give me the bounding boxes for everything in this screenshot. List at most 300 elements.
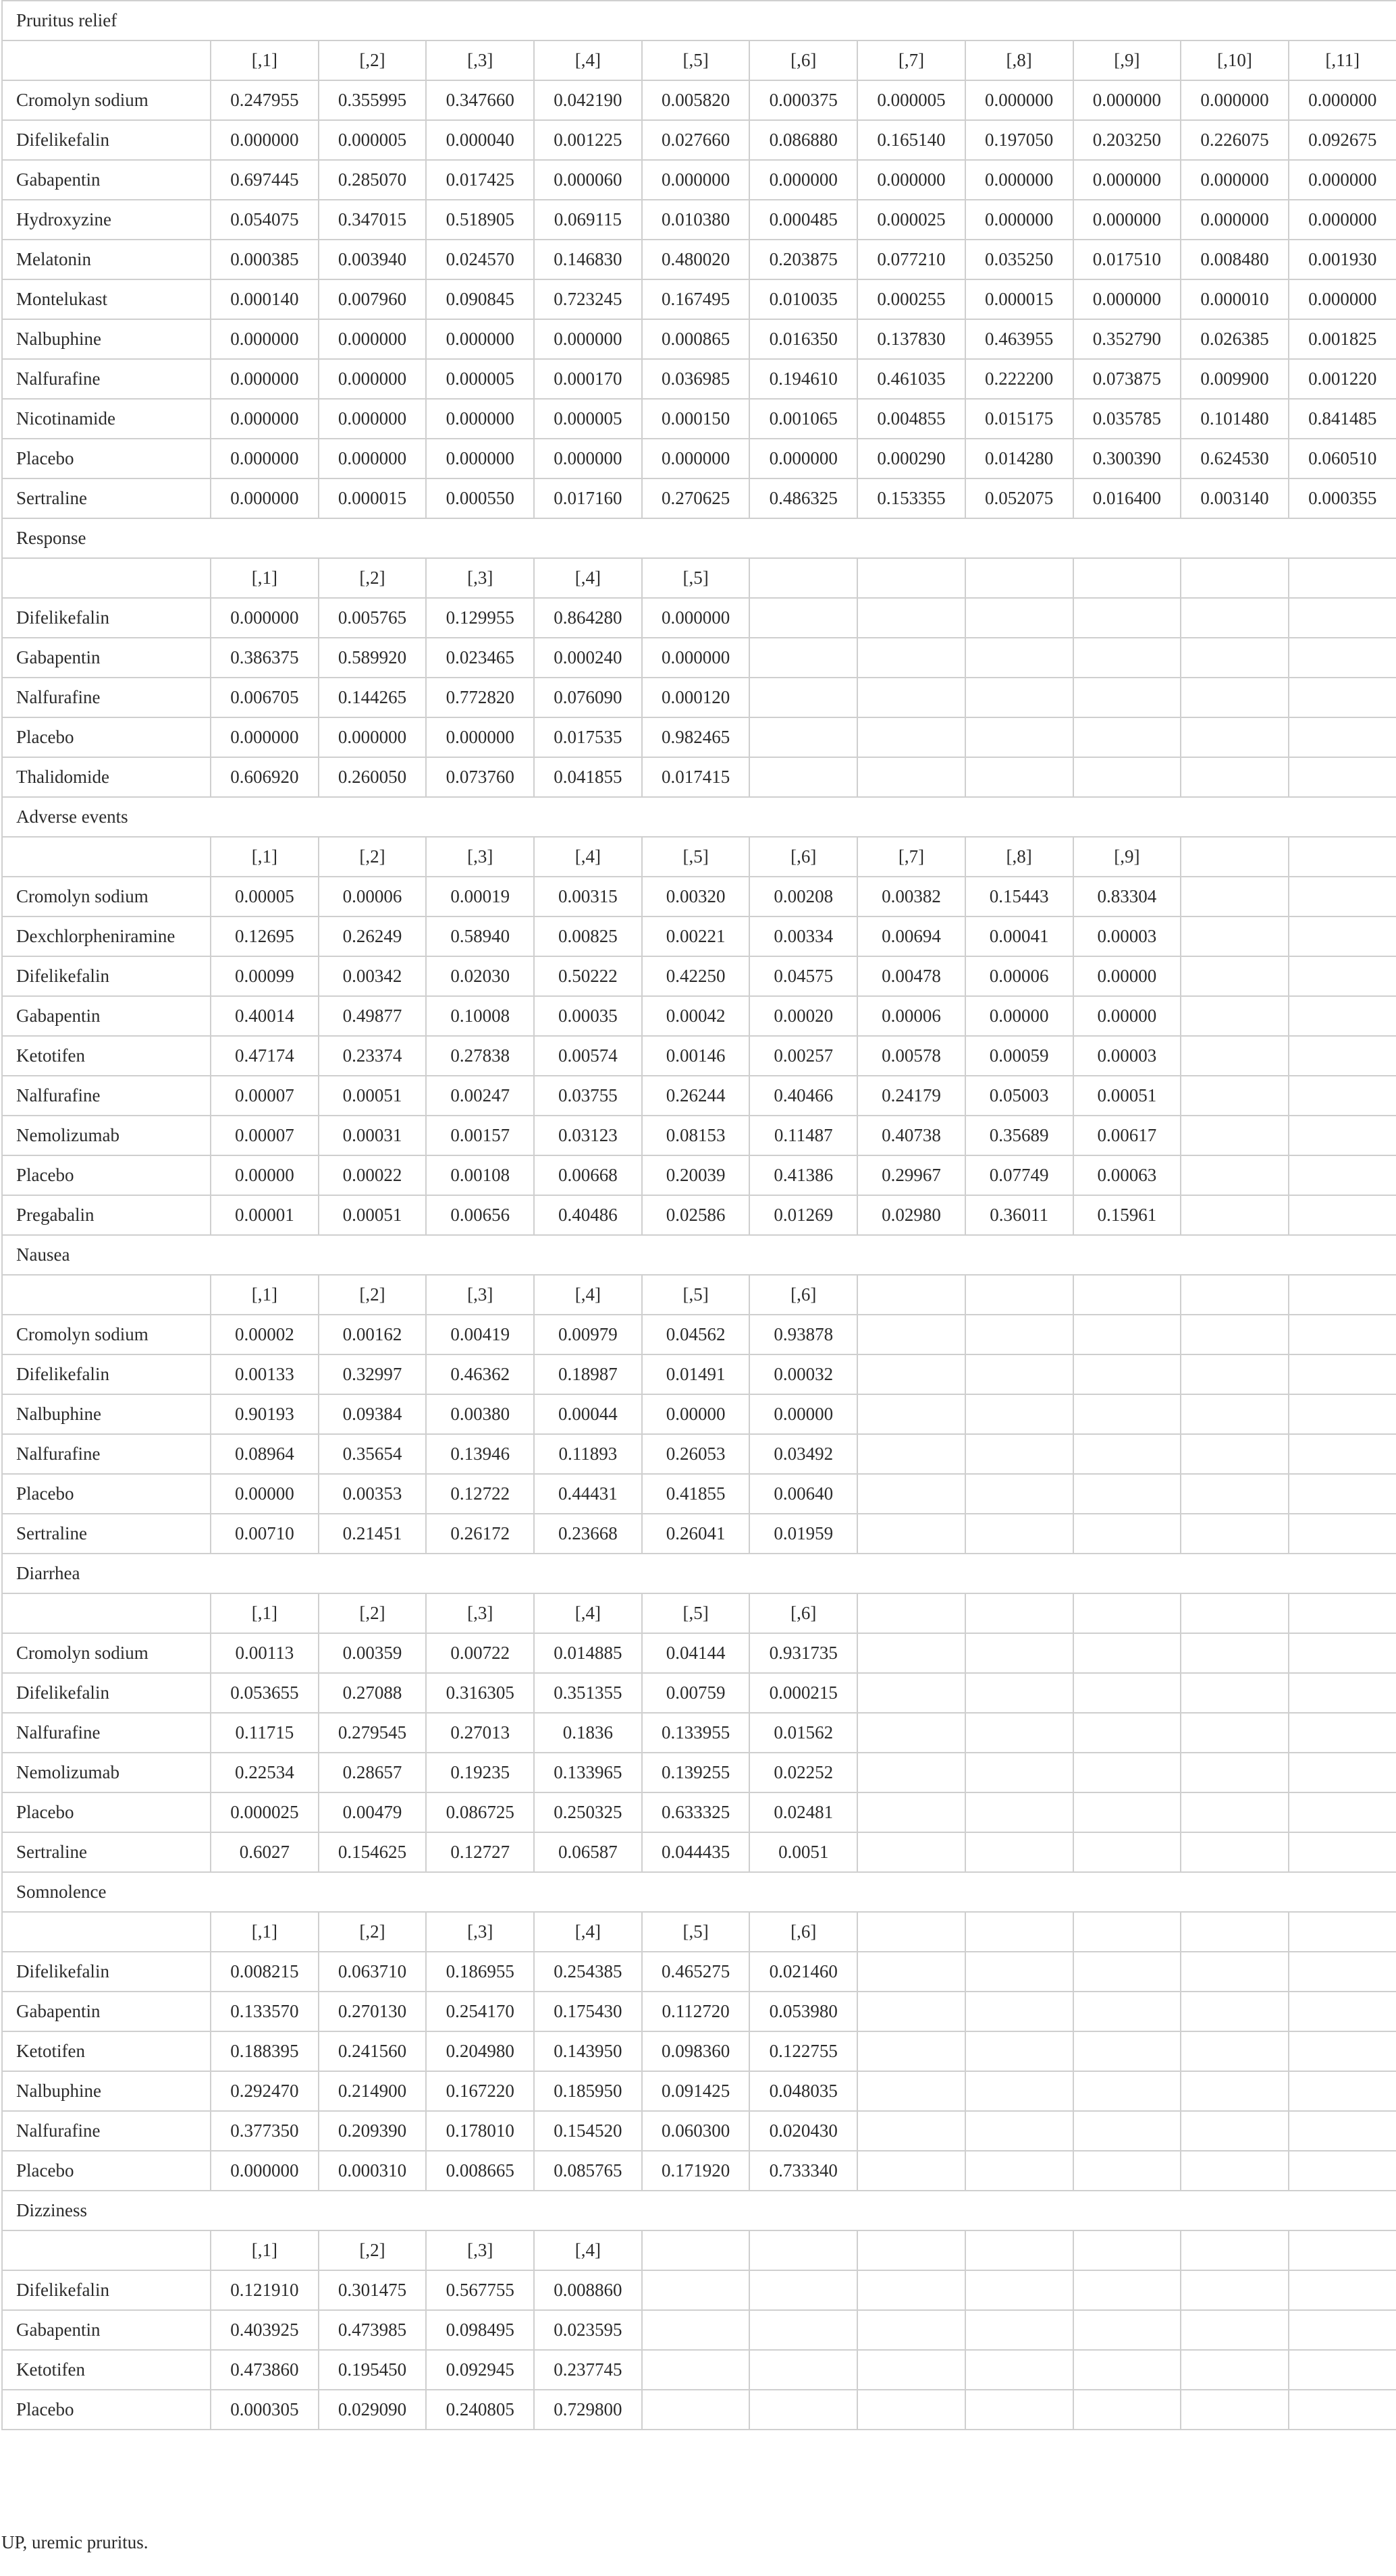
probability-cell: 0.18987 — [534, 1354, 642, 1394]
probability-cell: 0.08153 — [642, 1116, 750, 1155]
empty-cell — [1073, 678, 1181, 717]
probability-cell: 0.003940 — [319, 240, 427, 279]
empty-cell — [1181, 1394, 1289, 1434]
probability-cell: 0.000355 — [1289, 478, 1396, 518]
probability-cell: 0.241560 — [319, 2031, 427, 2071]
probability-cell: 0.000000 — [965, 160, 1073, 200]
empty-cell — [1181, 1713, 1289, 1753]
probability-cell: 0.041855 — [534, 757, 642, 797]
empty-cell — [857, 2270, 965, 2310]
table-row — [2, 2390, 1396, 2430]
probability-cell: 0.000000 — [1181, 200, 1289, 240]
probability-cell: 0.185950 — [534, 2071, 642, 2111]
header-empty-cell — [2, 1275, 211, 1315]
empty-cell — [1073, 1832, 1181, 1872]
empty-cell — [1181, 1076, 1289, 1116]
column-header-row — [2, 837, 1396, 877]
probability-cell: 0.00656 — [426, 1195, 534, 1235]
probability-cell: 0.133955 — [642, 1713, 750, 1753]
treatment-name: Placebo — [2, 1474, 211, 1514]
empty-cell — [1289, 1753, 1396, 1792]
probability-cell: 0.00063 — [1073, 1155, 1181, 1195]
table-row — [2, 1076, 1396, 1116]
treatment-name: Cromolyn sodium — [2, 1633, 211, 1673]
probability-cell: 0.005820 — [642, 80, 750, 120]
empty-cell — [857, 2350, 965, 2390]
probability-cell: 0.060300 — [642, 2111, 750, 2151]
column-header: [,8] — [965, 40, 1073, 80]
probability-cell: 0.178010 — [426, 2111, 534, 2151]
table-row — [2, 1832, 1396, 1872]
probability-cell: 0.473860 — [211, 2350, 319, 2390]
probability-cell: 0.260050 — [319, 757, 427, 797]
empty-cell — [1289, 1952, 1396, 1992]
empty-cell — [642, 2230, 750, 2270]
probability-cell: 0.473985 — [319, 2310, 427, 2350]
probability-cell: 0.00979 — [534, 1315, 642, 1354]
probability-cell: 0.841485 — [1289, 399, 1396, 439]
section-title: Somnolence — [2, 1872, 1396, 1912]
probability-cell: 0.000140 — [211, 279, 319, 319]
empty-cell — [857, 1912, 965, 1952]
probability-cell: 0.00000 — [1073, 996, 1181, 1036]
empty-cell — [1289, 717, 1396, 757]
probability-cell: 0.355995 — [319, 80, 427, 120]
empty-cell — [1181, 1275, 1289, 1315]
probability-cell: 0.40466 — [749, 1076, 857, 1116]
empty-cell — [1073, 2230, 1181, 2270]
empty-cell — [1181, 1514, 1289, 1554]
probability-cell: 0.000010 — [1181, 279, 1289, 319]
probability-cell: 0.40014 — [211, 996, 319, 1036]
table-row — [2, 359, 1396, 399]
probability-cell: 0.247955 — [211, 80, 319, 120]
probability-cell: 0.052075 — [965, 478, 1073, 518]
empty-cell — [1181, 1116, 1289, 1155]
probability-cell: 0.589920 — [319, 638, 427, 678]
empty-cell — [965, 558, 1073, 598]
probability-cell: 0.017425 — [426, 160, 534, 200]
empty-cell — [965, 2031, 1073, 2071]
probability-cell: 0.00359 — [319, 1633, 427, 1673]
treatment-name: Sertraline — [2, 1832, 211, 1872]
probability-cell: 0.270130 — [319, 1992, 427, 2031]
treatment-name: Nalbuphine — [2, 319, 211, 359]
probability-cell: 0.00020 — [749, 996, 857, 1036]
probability-cell: 0.465275 — [642, 1952, 750, 1992]
section-title-row — [2, 1, 1396, 40]
probability-cell: 0.00162 — [319, 1315, 427, 1354]
probability-cell: 0.060510 — [1289, 439, 1396, 478]
treatment-name: Placebo — [2, 2151, 211, 2191]
probability-cell: 0.26053 — [642, 1434, 750, 1474]
probability-cell: 0.00005 — [211, 877, 319, 916]
probability-cell: 0.21451 — [319, 1514, 427, 1554]
probability-cell: 0.624530 — [1181, 439, 1289, 478]
probability-cell: 0.175430 — [534, 1992, 642, 2031]
empty-cell — [857, 1354, 965, 1394]
probability-cell: 0.133965 — [534, 1753, 642, 1792]
probability-cell: 0.000005 — [857, 80, 965, 120]
probability-cell: 0.001825 — [1289, 319, 1396, 359]
probability-cell: 0.000000 — [1289, 279, 1396, 319]
probability-cell: 0.00221 — [642, 916, 750, 956]
probability-cell: 0.042190 — [534, 80, 642, 120]
probability-cell: 0.20039 — [642, 1155, 750, 1195]
empty-cell — [749, 678, 857, 717]
column-header-row — [2, 40, 1396, 80]
probability-cell: 0.35654 — [319, 1434, 427, 1474]
probability-cell: 0.13946 — [426, 1434, 534, 1474]
empty-cell — [1073, 1514, 1181, 1554]
empty-cell — [965, 757, 1073, 797]
empty-cell — [1073, 1673, 1181, 1713]
empty-cell — [1073, 2071, 1181, 2111]
probability-cell: 0.237745 — [534, 2350, 642, 2390]
probability-cell: 0.00035 — [534, 996, 642, 1036]
empty-cell — [857, 2151, 965, 2191]
empty-cell — [857, 1315, 965, 1354]
treatment-name: Thalidomide — [2, 757, 211, 797]
table-row — [2, 1633, 1396, 1673]
probability-cell: 0.00479 — [319, 1792, 427, 1832]
probability-cell: 0.93878 — [749, 1315, 857, 1354]
empty-cell — [1181, 2071, 1289, 2111]
column-header: [,2] — [319, 2230, 427, 2270]
probability-cell: 0.000015 — [319, 478, 427, 518]
probability-cell: 0.000000 — [534, 439, 642, 478]
empty-cell — [1073, 1315, 1181, 1354]
empty-cell — [965, 1832, 1073, 1872]
empty-cell — [857, 678, 965, 717]
probability-cell: 0.04575 — [749, 956, 857, 996]
probability-cell: 0.000000 — [319, 399, 427, 439]
probability-cell: 0.00059 — [965, 1036, 1073, 1076]
empty-cell — [1073, 2310, 1181, 2350]
table-row — [2, 717, 1396, 757]
column-header: [,10] — [1181, 40, 1289, 80]
empty-cell — [1181, 678, 1289, 717]
table-row — [2, 2350, 1396, 2390]
empty-cell — [857, 1952, 965, 1992]
probability-cell: 0.195450 — [319, 2350, 427, 2390]
empty-cell — [1073, 2111, 1181, 2151]
empty-cell — [965, 2230, 1073, 2270]
probability-cell: 0.010380 — [642, 200, 750, 240]
empty-cell — [1289, 1315, 1396, 1354]
empty-cell — [965, 1912, 1073, 1952]
probability-cell: 0.03123 — [534, 1116, 642, 1155]
table-row — [2, 2270, 1396, 2310]
table-row — [2, 1195, 1396, 1235]
probability-cell: 0.00006 — [965, 956, 1073, 996]
table-row — [2, 439, 1396, 478]
empty-cell — [642, 2390, 750, 2430]
probability-cell: 0.06587 — [534, 1832, 642, 1872]
probability-cell: 0.00044 — [534, 1394, 642, 1434]
probability-cell: 0.209390 — [319, 2111, 427, 2151]
treatment-name: Nalbuphine — [2, 1394, 211, 1434]
table-row — [2, 1952, 1396, 1992]
probability-cell: 0.00000 — [749, 1394, 857, 1434]
probability-cell: 0.46362 — [426, 1354, 534, 1394]
probability-cell: 0.00334 — [749, 916, 857, 956]
probability-cell: 0.000040 — [426, 120, 534, 160]
probability-cell: 0.000015 — [965, 279, 1073, 319]
probability-cell: 0.00419 — [426, 1315, 534, 1354]
probability-cell: 0.00042 — [642, 996, 750, 1036]
empty-cell — [965, 2350, 1073, 2390]
section-title: Nausea — [2, 1235, 1396, 1275]
probability-cell: 0.300390 — [1073, 439, 1181, 478]
probability-cell: 0.12722 — [426, 1474, 534, 1514]
probability-cell: 0.47174 — [211, 1036, 319, 1076]
column-header: [,6] — [749, 40, 857, 80]
empty-cell — [1289, 1593, 1396, 1633]
probability-cell: 0.023465 — [426, 638, 534, 678]
empty-cell — [1073, 1992, 1181, 2031]
empty-cell — [857, 1593, 965, 1633]
probability-cell: 0.00108 — [426, 1155, 534, 1195]
probability-cell: 0.000000 — [1181, 160, 1289, 200]
empty-cell — [1289, 2310, 1396, 2350]
column-header: [,4] — [534, 837, 642, 877]
probability-cell: 0.10008 — [426, 996, 534, 1036]
empty-cell — [1289, 2111, 1396, 2151]
table-row — [2, 1394, 1396, 1434]
probability-cell: 0.301475 — [319, 2270, 427, 2310]
probability-cell: 0.154625 — [319, 1832, 427, 1872]
probability-cell: 0.347660 — [426, 80, 534, 120]
empty-cell — [1073, 2270, 1181, 2310]
probability-cell: 0.00617 — [1073, 1116, 1181, 1155]
probability-cell: 0.351355 — [534, 1673, 642, 1713]
probability-cell: 0.733340 — [749, 2151, 857, 2191]
probability-cell: 0.000485 — [749, 200, 857, 240]
probability-cell: 0.139255 — [642, 1753, 750, 1792]
probability-cell: 0.00133 — [211, 1354, 319, 1394]
table-row — [2, 2111, 1396, 2151]
probability-cell: 0.121910 — [211, 2270, 319, 2310]
probability-cell: 0.00113 — [211, 1633, 319, 1673]
empty-cell — [642, 2270, 750, 2310]
empty-cell — [965, 1434, 1073, 1474]
probability-cell: 0.05003 — [965, 1076, 1073, 1116]
empty-cell — [1073, 1952, 1181, 1992]
probability-cell: 0.27088 — [319, 1673, 427, 1713]
column-header-row — [2, 558, 1396, 598]
empty-cell — [1181, 1952, 1289, 1992]
table-row — [2, 279, 1396, 319]
probability-cell: 0.729800 — [534, 2390, 642, 2430]
empty-cell — [965, 1593, 1073, 1633]
empty-cell — [1181, 1593, 1289, 1633]
probability-cell: 0.35689 — [965, 1116, 1073, 1155]
probability-cell: 0.020430 — [749, 2111, 857, 2151]
empty-cell — [965, 1394, 1073, 1434]
empty-cell — [1181, 916, 1289, 956]
empty-cell — [1181, 2350, 1289, 2390]
empty-cell — [857, 1514, 965, 1554]
column-header: [,2] — [319, 1912, 427, 1952]
table-row — [2, 80, 1396, 120]
empty-cell — [857, 1434, 965, 1474]
probability-cell: 0.316305 — [426, 1673, 534, 1713]
column-header: [,5] — [642, 1912, 750, 1952]
column-header: [,3] — [426, 1593, 534, 1633]
probability-cell: 0.03492 — [749, 1434, 857, 1474]
empty-cell — [1289, 956, 1396, 996]
empty-cell — [965, 1992, 1073, 2031]
empty-cell — [857, 1474, 965, 1514]
probability-cell: 0.000550 — [426, 478, 534, 518]
section-title: Pruritus relief — [2, 1, 1396, 40]
treatment-name: Cromolyn sodium — [2, 877, 211, 916]
probability-cell: 0.518905 — [426, 200, 534, 240]
empty-cell — [1181, 558, 1289, 598]
probability-cell: 0.461035 — [857, 359, 965, 399]
treatment-name: Sertraline — [2, 478, 211, 518]
column-header: [,6] — [749, 1275, 857, 1315]
column-header: [,1] — [211, 1912, 319, 1952]
probability-cell: 0.00051 — [319, 1076, 427, 1116]
empty-cell — [1289, 2230, 1396, 2270]
probability-cell: 0.010035 — [749, 279, 857, 319]
table-row — [2, 2310, 1396, 2350]
probability-cell: 0.000000 — [426, 399, 534, 439]
probability-cell: 0.015175 — [965, 399, 1073, 439]
probability-cell: 0.982465 — [642, 717, 750, 757]
probability-cell: 0.000000 — [426, 439, 534, 478]
probability-cell: 0.048035 — [749, 2071, 857, 2111]
empty-cell — [1181, 2390, 1289, 2430]
probability-cell: 0.000000 — [642, 160, 750, 200]
empty-cell — [965, 638, 1073, 678]
column-header: [,1] — [211, 558, 319, 598]
probability-cell: 0.000000 — [211, 439, 319, 478]
probability-cell: 0.054075 — [211, 200, 319, 240]
treatment-name: Sertraline — [2, 1514, 211, 1554]
section-title: Dizziness — [2, 2191, 1396, 2230]
probability-cell: 0.143950 — [534, 2031, 642, 2071]
probability-cell: 0.000000 — [1289, 200, 1396, 240]
empty-cell — [965, 1713, 1073, 1753]
probability-cell: 0.017510 — [1073, 240, 1181, 279]
empty-cell — [642, 2350, 750, 2390]
table-row — [2, 877, 1396, 916]
empty-cell — [1289, 1633, 1396, 1673]
probability-cell: 0.00000 — [1073, 956, 1181, 996]
probability-cell: 0.377350 — [211, 2111, 319, 2151]
empty-cell — [1289, 1912, 1396, 1952]
probability-cell: 0.11715 — [211, 1713, 319, 1753]
empty-cell — [857, 558, 965, 598]
column-header: [,7] — [857, 40, 965, 80]
probability-cell: 0.000000 — [211, 2151, 319, 2191]
treatment-name: Difelikefalin — [2, 1952, 211, 1992]
table-row — [2, 1992, 1396, 2031]
empty-cell — [1181, 2310, 1289, 2350]
probability-cell: 0.000000 — [426, 717, 534, 757]
section-title-row — [2, 2191, 1396, 2230]
column-header: [,5] — [642, 558, 750, 598]
probability-cell: 0.00000 — [642, 1394, 750, 1434]
header-empty-cell — [2, 1912, 211, 1952]
column-header: [,2] — [319, 1593, 427, 1633]
probability-cell: 0.00342 — [319, 956, 427, 996]
empty-cell — [1181, 1354, 1289, 1394]
column-header: [,4] — [534, 1593, 642, 1633]
column-header: [,8] — [965, 837, 1073, 877]
empty-cell — [1289, 1713, 1396, 1753]
empty-cell — [1289, 1155, 1396, 1195]
column-header: [,1] — [211, 2230, 319, 2270]
probability-cell: 0.15443 — [965, 877, 1073, 916]
empty-cell — [1181, 837, 1289, 877]
column-header: [,7] — [857, 837, 965, 877]
treatment-name: Gabapentin — [2, 1992, 211, 2031]
probability-cell: 0.077210 — [857, 240, 965, 279]
probability-cell: 0.003140 — [1181, 478, 1289, 518]
probability-cell: 0.167495 — [642, 279, 750, 319]
probability-cell: 0.053655 — [211, 1673, 319, 1713]
empty-cell — [965, 2151, 1073, 2191]
probability-cell: 0.144265 — [319, 678, 427, 717]
probability-cell: 0.00031 — [319, 1116, 427, 1155]
treatment-name: Nemolizumab — [2, 1753, 211, 1792]
empty-cell — [857, 2071, 965, 2111]
column-header: [,3] — [426, 40, 534, 80]
probability-cell: 0.000170 — [534, 359, 642, 399]
probability-cell: 0.931735 — [749, 1633, 857, 1673]
empty-cell — [1073, 2151, 1181, 2191]
empty-cell — [965, 1673, 1073, 1713]
table-row — [2, 638, 1396, 678]
probability-cell: 0.02980 — [857, 1195, 965, 1235]
probability-cell: 0.00640 — [749, 1474, 857, 1514]
probability-cell: 0.000000 — [1181, 80, 1289, 120]
probability-cell: 0.04144 — [642, 1633, 750, 1673]
probability-cell: 0.000255 — [857, 279, 965, 319]
table-row — [2, 1036, 1396, 1076]
empty-cell — [1181, 996, 1289, 1036]
probability-cell: 0.11893 — [534, 1434, 642, 1474]
probability-cell: 0.00001 — [211, 1195, 319, 1235]
empty-cell — [1073, 757, 1181, 797]
probability-cell: 0.000000 — [211, 717, 319, 757]
probability-cell: 0.02586 — [642, 1195, 750, 1235]
treatment-name: Cromolyn sodium — [2, 80, 211, 120]
empty-cell — [1073, 2350, 1181, 2390]
probability-cell: 0.000240 — [534, 638, 642, 678]
column-header-row — [2, 1912, 1396, 1952]
table-row — [2, 1434, 1396, 1474]
header-empty-cell — [2, 1593, 211, 1633]
probability-cell: 0.076090 — [534, 678, 642, 717]
probability-cell: 0.000000 — [319, 717, 427, 757]
probability-cell: 0.26041 — [642, 1514, 750, 1554]
probability-cell: 0.01959 — [749, 1514, 857, 1554]
probability-cell: 0.23668 — [534, 1514, 642, 1554]
empty-cell — [857, 2031, 965, 2071]
probability-cell: 0.11487 — [749, 1116, 857, 1155]
probability-cell: 0.480020 — [642, 240, 750, 279]
probability-cell: 0.000005 — [319, 120, 427, 160]
empty-cell — [857, 2111, 965, 2151]
empty-cell — [965, 598, 1073, 638]
probability-cell: 0.204980 — [426, 2031, 534, 2071]
probability-cell: 0.009900 — [1181, 359, 1289, 399]
